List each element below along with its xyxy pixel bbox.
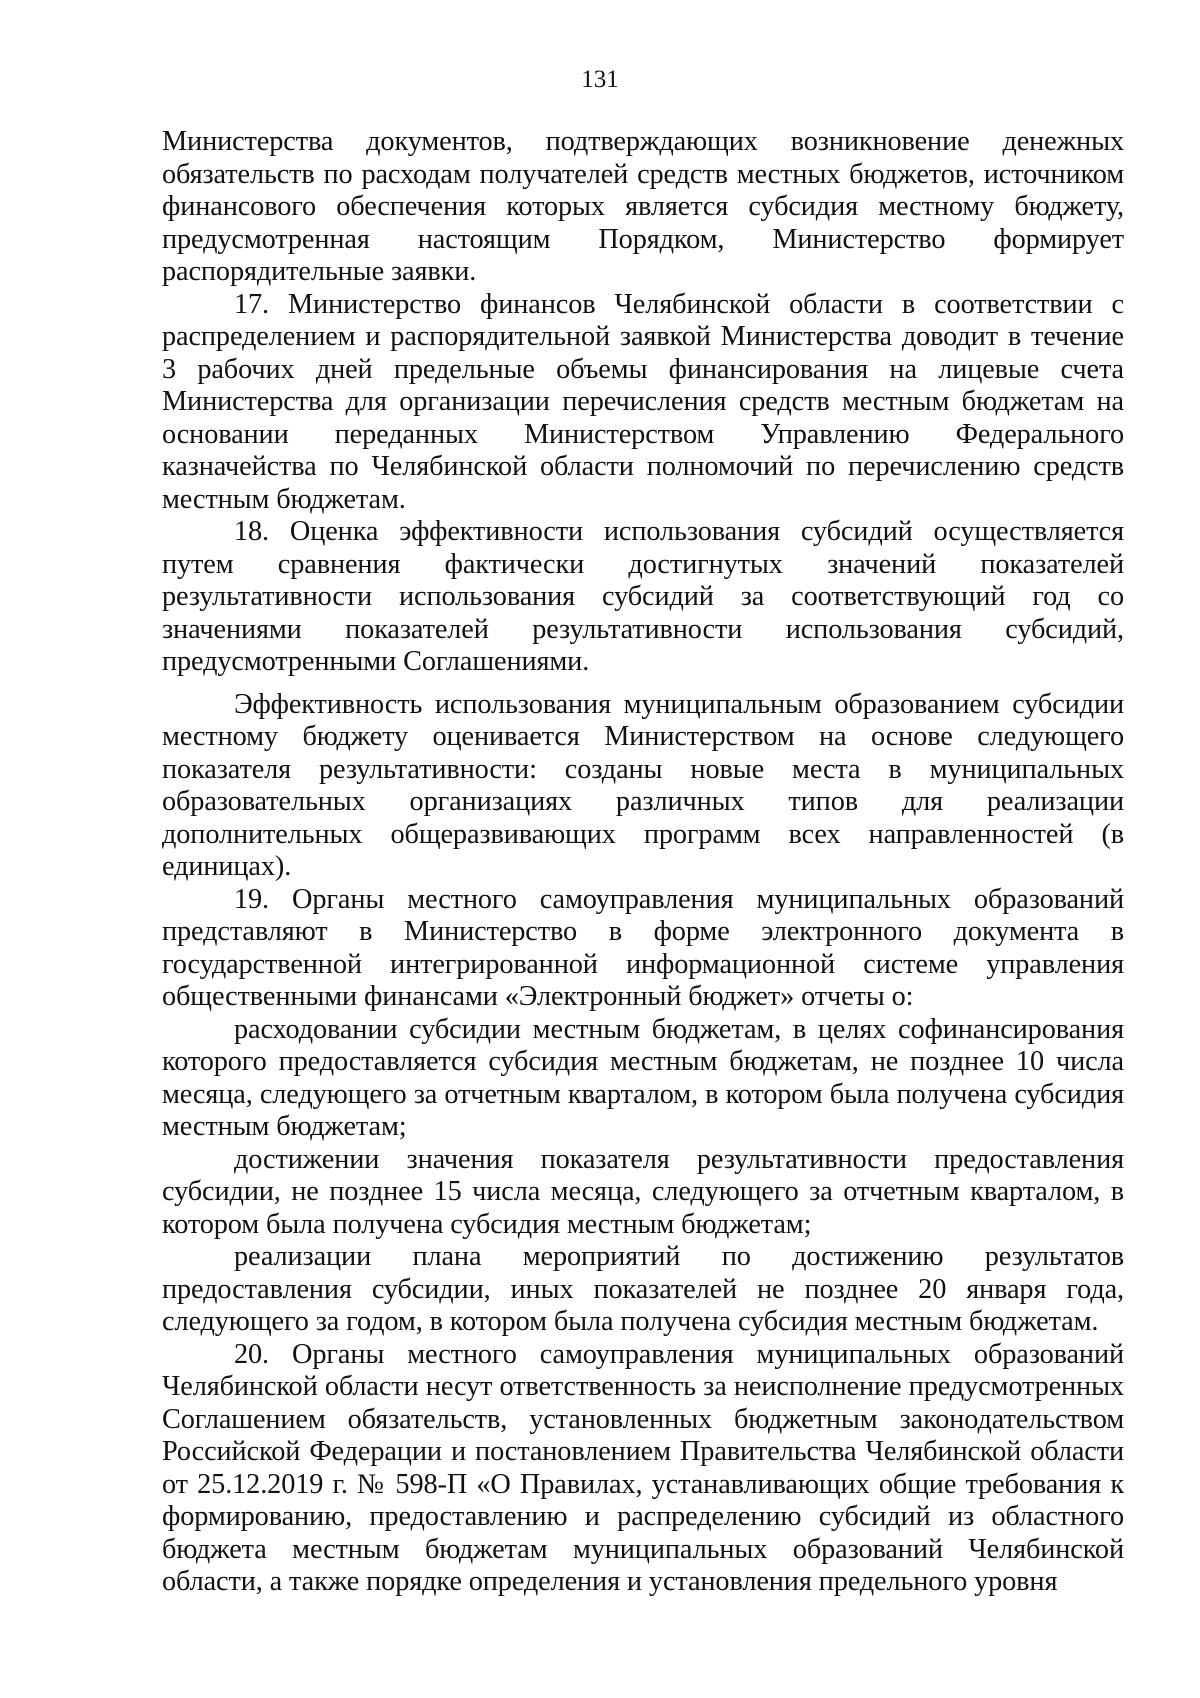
paragraph-17: 17. Министерство финансов Челябинской области в соответствии с распределением и распорядительной заявкой Министерства доводит в течение 3 рабочих дней предельные объемы финансирования на лицевые счета Министерства для организации перечисления средств местным бюджетам на основании переданных Министерством Управлению Федерального казначейства по Челябинской области полномочий по перечислению средств местным бюджетам. (162, 288, 1124, 515)
paragraph-18: 18. Оценка эффективности использования субсидий осуществляется путем сравнения фактически достигнутых значений показателей результативности использования субсидий за соответствующий год со значениями показателей результативности использования субсидий, предусмотренными Соглашениями. (162, 516, 1124, 677)
paragraph-report-indicator: достижении значения показателя результативности предоставления субсидии, не позднее 15 числа месяца, следующего за отчетным кварталом, в котором была получена субсидия местным бюджетам; (162, 1143, 1124, 1240)
paragraph-report-spending: расходовании субсидии местным бюджетам, в целях софинансирования которого предоставляется субсидия местным бюджетам, не позднее 10 числа месяца, следующего за отчетным кварталом, в котором была получена субсидия местным бюджетам; (162, 1013, 1124, 1142)
paragraph-20: 20. Органы местного самоуправления муниципальных образований Челябинской области несут ответственность за неисполнение предусмотренных Соглашением обязательств, установленных бюджетным законодательством Российской Федерации и постановлением Правительства Челябинской области от 25.12.2019 г. № 598-П «О Правилах, устанавливающих общие требования к формированию, предоставлению и распределению субсидий из областного бюджета местным бюджетам муниципальных образований Челябинской области, а также порядке определения и установления предельного уровня (162, 1338, 1124, 1597)
page-number: 131 (581, 66, 619, 93)
paragraph-19: 19. Органы местного самоуправления муниципальных образований представляют в Министерство в форме электронного документа в государственной интегрированной информационной системе управления общественными финансами «Электронный бюджет» отчеты о: (162, 883, 1124, 1012)
paragraph-effectiveness: Эффективность использования муниципальным образованием субсидии местному бюджету оценивается Министерством на основе следующего показателя результативности: созданы новые места в муниципальных образовательных организациях различных типов для реализации дополнительных общеразвивающих программ всех направленностей (в единицах). (162, 688, 1124, 882)
document-body (162, 126, 1124, 1599)
paragraph-report-plan: реализации плана мероприятий по достижению результатов предоставления субсидии, иных показателей не позднее 20 января года, следующего за годом, в котором была получена субсидия местным бюджетам. (162, 1241, 1124, 1337)
paragraph-continuation: Министерства документов, подтверждающих возникновение денежных обязательств по расходам получателей средств местных бюджетов, источником финансового обеспечения которых является субсидия местному бюджету, предусмотренная настоящим Порядком, Министерство формирует распорядительные заявки. (162, 126, 1124, 287)
